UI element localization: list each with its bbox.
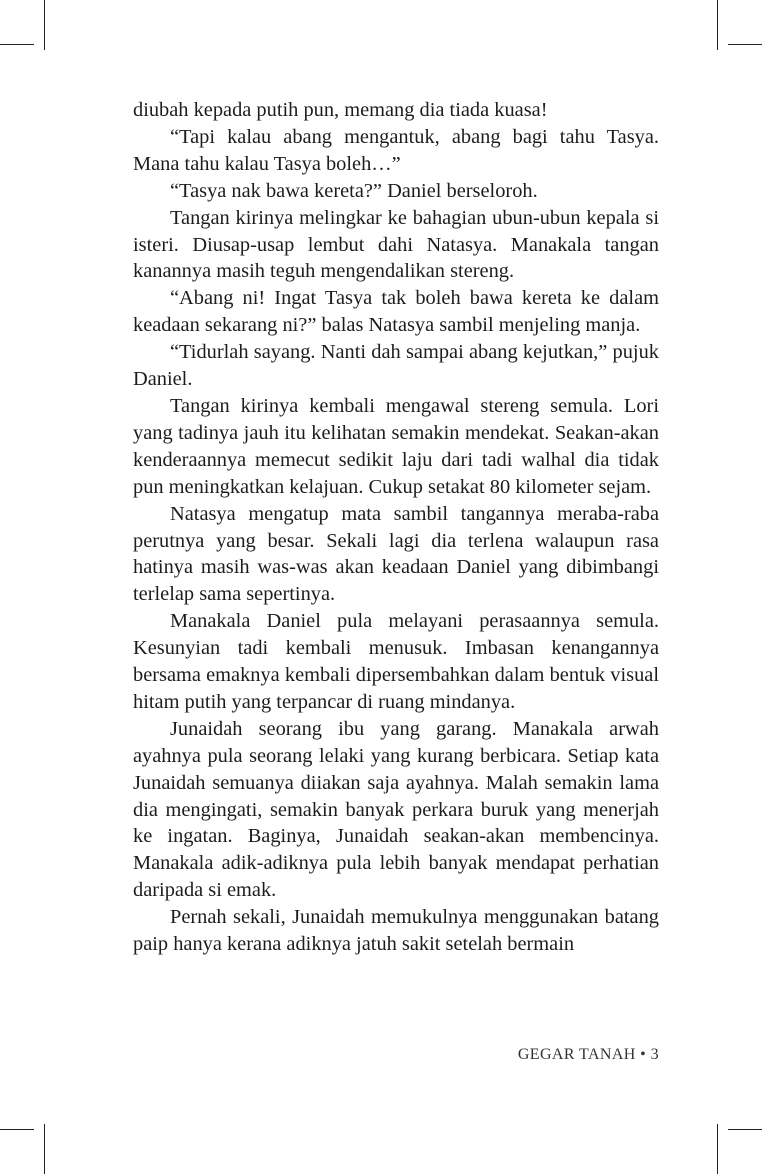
page-footer bbox=[430, 1046, 659, 1064]
crop-mark-bottom-left-h bbox=[0, 1129, 34, 1130]
paragraph: Tangan kirinya melingkar ke bahagian ubun-ubun kepala si isteri. Diusap-usap lembut dahi Natasya. Manakala tangan kanannya masih teguh mengendalikan stereng. bbox=[133, 206, 659, 283]
paragraph: diubah kepada putih pun, memang dia tiada kuasa! bbox=[133, 99, 548, 121]
paragraph: Tangan kirinya kembali mengawal stereng semula. Lori yang tadinya jauh itu kelihatan semakin mendekat. Seakan-akan kenderaannya memecut sedikit laju dari tadi walhal dia tidak pun meningkatkan kelajuan. Cukup setakat 80 kilometer sejam. bbox=[133, 394, 659, 498]
paragraph: Manakala Daniel pula melayani perasaannya semula. Kesunyian tadi kembali menusuk. Imbasan kenangannya bersama emaknya kembali dipersembahkan dalam bentuk visual hitam putih yang terpancar di ruang mindanya. bbox=[133, 610, 659, 713]
footer-separator: • bbox=[640, 1046, 647, 1063]
paragraph: “Tasya nak bawa kereta?” Daniel berseloroh. bbox=[170, 179, 538, 202]
paragraph: “Abang ni! Ingat Tasya tak boleh bawa kereta ke dalam keadaan sekarang ni?” balas Natasya sambil menjeling manja. bbox=[133, 287, 659, 337]
paragraph: “Tapi kalau abang mengantuk, abang bagi tahu Tasya. Mana tahu kalau Tasya boleh…” bbox=[133, 125, 659, 175]
crop-mark-bottom-left bbox=[44, 1124, 45, 1174]
crop-mark-top-left-h bbox=[0, 44, 34, 45]
paragraph: Pernah sekali, Junaidah memukulnya menggunakan batang paip hanya kerana adiknya jatuh sakit setelah bermain bbox=[133, 906, 659, 956]
crop-mark-top-left bbox=[44, 0, 45, 50]
body-text bbox=[133, 97, 659, 958]
crop-mark-bottom-right-h bbox=[728, 1129, 762, 1130]
crop-mark-bottom-right bbox=[717, 1124, 718, 1174]
paragraph: “Tidurlah sayang. Nanti dah sampai abang kejutkan,” pujuk Daniel. bbox=[133, 341, 659, 391]
paragraph: Natasya mengatup mata sambil tangannya meraba-raba perutnya yang besar. Sekali lagi dia terlena walaupun rasa hatinya masih was-was akan keadaan Daniel yang dibimbangi terlelap sama sepertinya. bbox=[133, 502, 659, 606]
page-number: 3 bbox=[650, 1046, 659, 1063]
running-title: GEGAR TANAH bbox=[517, 1046, 636, 1063]
crop-mark-top-right bbox=[717, 0, 718, 50]
paragraph: Junaidah seorang ibu yang garang. Manakala arwah ayahnya pula seorang lelaki yang kurang berbicara. Setiap kata Junaidah semuanya diiakan saja ayahnya. Malah semakin lama dia mengingati, semakin banyak perkara buruk yang menerjah ke ingatan. Baginya, Junaidah seakan-akan membencinya. Manakala adik-adiknya pula lebih banyak mendapat perhatian daripada si emak. bbox=[133, 717, 659, 902]
crop-mark-top-right-h bbox=[728, 44, 762, 45]
